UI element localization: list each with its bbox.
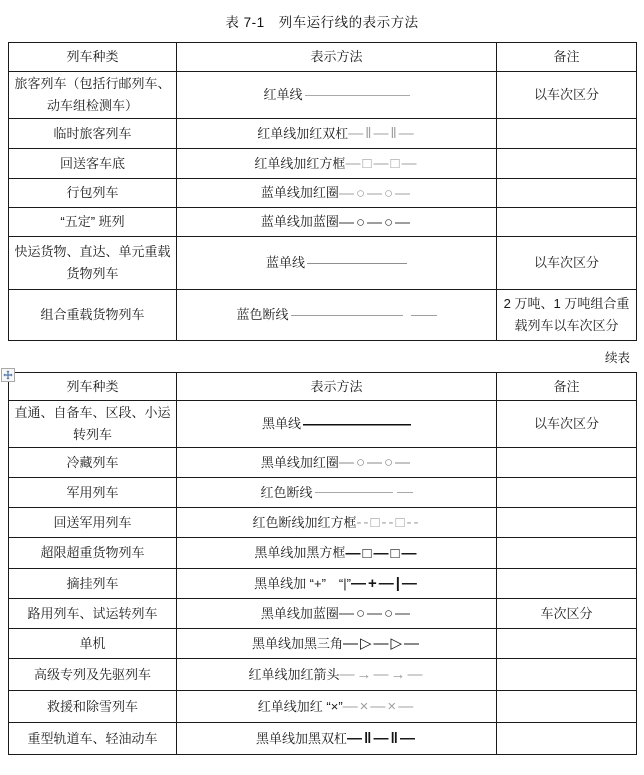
method-cell bbox=[177, 149, 497, 179]
table-row bbox=[9, 72, 637, 119]
method-label: 黑单线加红圈 bbox=[260, 454, 339, 470]
train-type-cell: 旅客列车（包括行邮列车、动车组检测车） bbox=[9, 72, 177, 119]
table-row bbox=[9, 478, 637, 508]
remark-cell: 车次区分 bbox=[497, 599, 637, 629]
continuation-table bbox=[8, 372, 637, 755]
train-type-cell: 摘挂列车 bbox=[9, 569, 177, 599]
continuation-label: 续表 bbox=[604, 351, 630, 366]
table-row bbox=[9, 599, 637, 629]
method-cell bbox=[177, 659, 497, 691]
table-row bbox=[9, 290, 637, 341]
black-single-line bbox=[303, 424, 411, 425]
train-type-cell: 直通、自备车、区段、小运转列车 bbox=[9, 401, 177, 448]
remark-cell bbox=[497, 691, 637, 723]
method-cell bbox=[177, 119, 497, 149]
main-table bbox=[8, 42, 637, 341]
method-cell bbox=[177, 629, 497, 659]
train-type-cell: 超限超重货物列车 bbox=[9, 538, 177, 569]
header-row bbox=[9, 43, 637, 72]
col-header-method: 表示方法 bbox=[177, 373, 497, 401]
table-row bbox=[9, 237, 637, 290]
remark-cell bbox=[497, 629, 637, 659]
train-type-cell: 冷藏列车 bbox=[9, 448, 177, 478]
method-cell bbox=[177, 478, 497, 508]
train-type-cell: 高级专列及先驱列车 bbox=[9, 659, 177, 691]
page-title: 表 7-1 列车运行线的表示方法 bbox=[225, 15, 419, 30]
broken-line bbox=[315, 492, 393, 493]
table-row bbox=[9, 179, 637, 208]
train-type-cell: 回送军用列车 bbox=[9, 508, 177, 538]
method-cell bbox=[177, 599, 497, 629]
header-row bbox=[9, 373, 637, 401]
table-row bbox=[9, 508, 637, 538]
method-label: 黑单线 bbox=[261, 416, 301, 432]
train-type-cell: 行包列车 bbox=[9, 179, 177, 208]
method-label: 红单线 bbox=[263, 87, 303, 103]
train-type-cell: 救援和除雪列车 bbox=[9, 691, 177, 723]
method-cell bbox=[177, 538, 497, 569]
method-label: 黑单线加蓝圈 bbox=[260, 605, 339, 621]
table-row bbox=[9, 149, 637, 179]
table-row bbox=[9, 448, 637, 478]
method-cell bbox=[177, 72, 497, 119]
table-row bbox=[9, 208, 637, 237]
remark-cell bbox=[497, 448, 637, 478]
cross-symbol: —×—×— bbox=[342, 698, 416, 716]
method-cell bbox=[177, 691, 497, 723]
method-label: 红单线加红双杠 bbox=[257, 125, 349, 141]
method-cell bbox=[177, 448, 497, 478]
method-cell bbox=[177, 508, 497, 538]
table-row bbox=[9, 691, 637, 723]
train-type-cell: 快运货物、直达、单元重载货物列车 bbox=[9, 237, 177, 290]
table-move-handle[interactable] bbox=[1, 368, 15, 382]
remark-cell: 以车次区分 bbox=[497, 237, 637, 290]
method-label: 蓝单线 bbox=[265, 255, 305, 271]
double-bar-symbol: —‖—‖— bbox=[347, 730, 417, 748]
method-cell bbox=[177, 237, 497, 290]
method-label: 红单线加红箭头 bbox=[248, 666, 340, 682]
method-label: 蓝单线加红圈 bbox=[260, 185, 339, 201]
train-type-cell: 路用列车、试运转列车 bbox=[9, 599, 177, 629]
move-arrows-icon bbox=[3, 370, 13, 380]
remark-cell bbox=[497, 478, 637, 508]
table-row bbox=[9, 629, 637, 659]
remark-cell bbox=[497, 569, 637, 599]
col-header-remark: 备注 bbox=[497, 373, 637, 401]
train-type-cell: 临时旅客列车 bbox=[9, 119, 177, 149]
remark-cell bbox=[497, 119, 637, 149]
circle-symbol: —○—○— bbox=[338, 213, 413, 231]
square-frame-symbol: —□—□— bbox=[345, 544, 419, 562]
table-row bbox=[9, 401, 637, 448]
remark-cell bbox=[497, 179, 637, 208]
remark-cell bbox=[497, 149, 637, 179]
plus-bar-symbol: —+—|— bbox=[350, 575, 419, 593]
arrow-symbol: —→—→— bbox=[339, 666, 425, 684]
broken-line bbox=[291, 315, 403, 316]
double-bar-symbol: —‖—‖— bbox=[348, 125, 416, 143]
train-type-cell: 单机 bbox=[9, 629, 177, 659]
method-label: 黑单线加 “+” “|” bbox=[254, 575, 351, 591]
red-single-line bbox=[305, 95, 410, 96]
method-cell bbox=[177, 723, 497, 755]
table-row bbox=[9, 723, 637, 755]
method-cell bbox=[177, 569, 497, 599]
col-header-train-type: 列车种类 bbox=[9, 43, 177, 72]
circle-symbol: —○—○— bbox=[338, 605, 413, 623]
train-type-cell: 军用列车 bbox=[9, 478, 177, 508]
train-type-cell: 重型轨道车、轻油动车 bbox=[9, 723, 177, 755]
method-label: 蓝单线加蓝圈 bbox=[260, 214, 339, 230]
broken-line bbox=[411, 315, 437, 316]
table-row bbox=[9, 659, 637, 691]
table-row bbox=[9, 119, 637, 149]
method-cell bbox=[177, 290, 497, 341]
train-type-cell: “五定” 班列 bbox=[9, 208, 177, 237]
col-header-remark: 备注 bbox=[497, 43, 637, 72]
col-header-train-type: 列车种类 bbox=[9, 373, 177, 401]
method-cell bbox=[177, 401, 497, 448]
method-label: 黑单线加黑双杠 bbox=[256, 730, 348, 746]
circle-symbol: —○—○— bbox=[338, 454, 413, 472]
table-row bbox=[9, 538, 637, 569]
remark-cell bbox=[497, 723, 637, 755]
triangle-symbol: —▷—▷— bbox=[342, 635, 422, 653]
remark-cell: 2 万吨、1 万吨组合重载列车以车次区分 bbox=[497, 290, 637, 341]
remark-cell: 以车次区分 bbox=[497, 401, 637, 448]
method-label: 红色断线加红方框 bbox=[252, 514, 357, 530]
circle-symbol: —○—○— bbox=[338, 184, 413, 202]
square-frame-symbol: —□—□— bbox=[345, 155, 419, 173]
method-cell bbox=[177, 179, 497, 208]
method-label: 蓝色断线 bbox=[236, 307, 289, 323]
remark-cell bbox=[497, 659, 637, 691]
blue-single-line bbox=[307, 263, 407, 264]
remark-cell bbox=[497, 208, 637, 237]
remark-cell bbox=[497, 508, 637, 538]
method-label: 红单线加红 “×” bbox=[257, 698, 343, 714]
method-label: 黑单线加黑方框 bbox=[254, 545, 346, 561]
method-label: 红单线加红方框 bbox=[254, 155, 346, 171]
dashed-square-symbol: --□--□-- bbox=[356, 514, 421, 532]
table-row bbox=[9, 569, 637, 599]
remark-cell: 以车次区分 bbox=[497, 72, 637, 119]
remark-cell bbox=[497, 538, 637, 569]
method-cell bbox=[177, 208, 497, 237]
broken-line bbox=[397, 492, 413, 493]
method-label: 红色断线 bbox=[260, 484, 313, 500]
method-label: 黑单线加黑三角 bbox=[251, 635, 343, 651]
train-type-cell: 回送客车底 bbox=[9, 149, 177, 179]
train-type-cell: 组合重载货物列车 bbox=[9, 290, 177, 341]
col-header-method: 表示方法 bbox=[177, 43, 497, 72]
